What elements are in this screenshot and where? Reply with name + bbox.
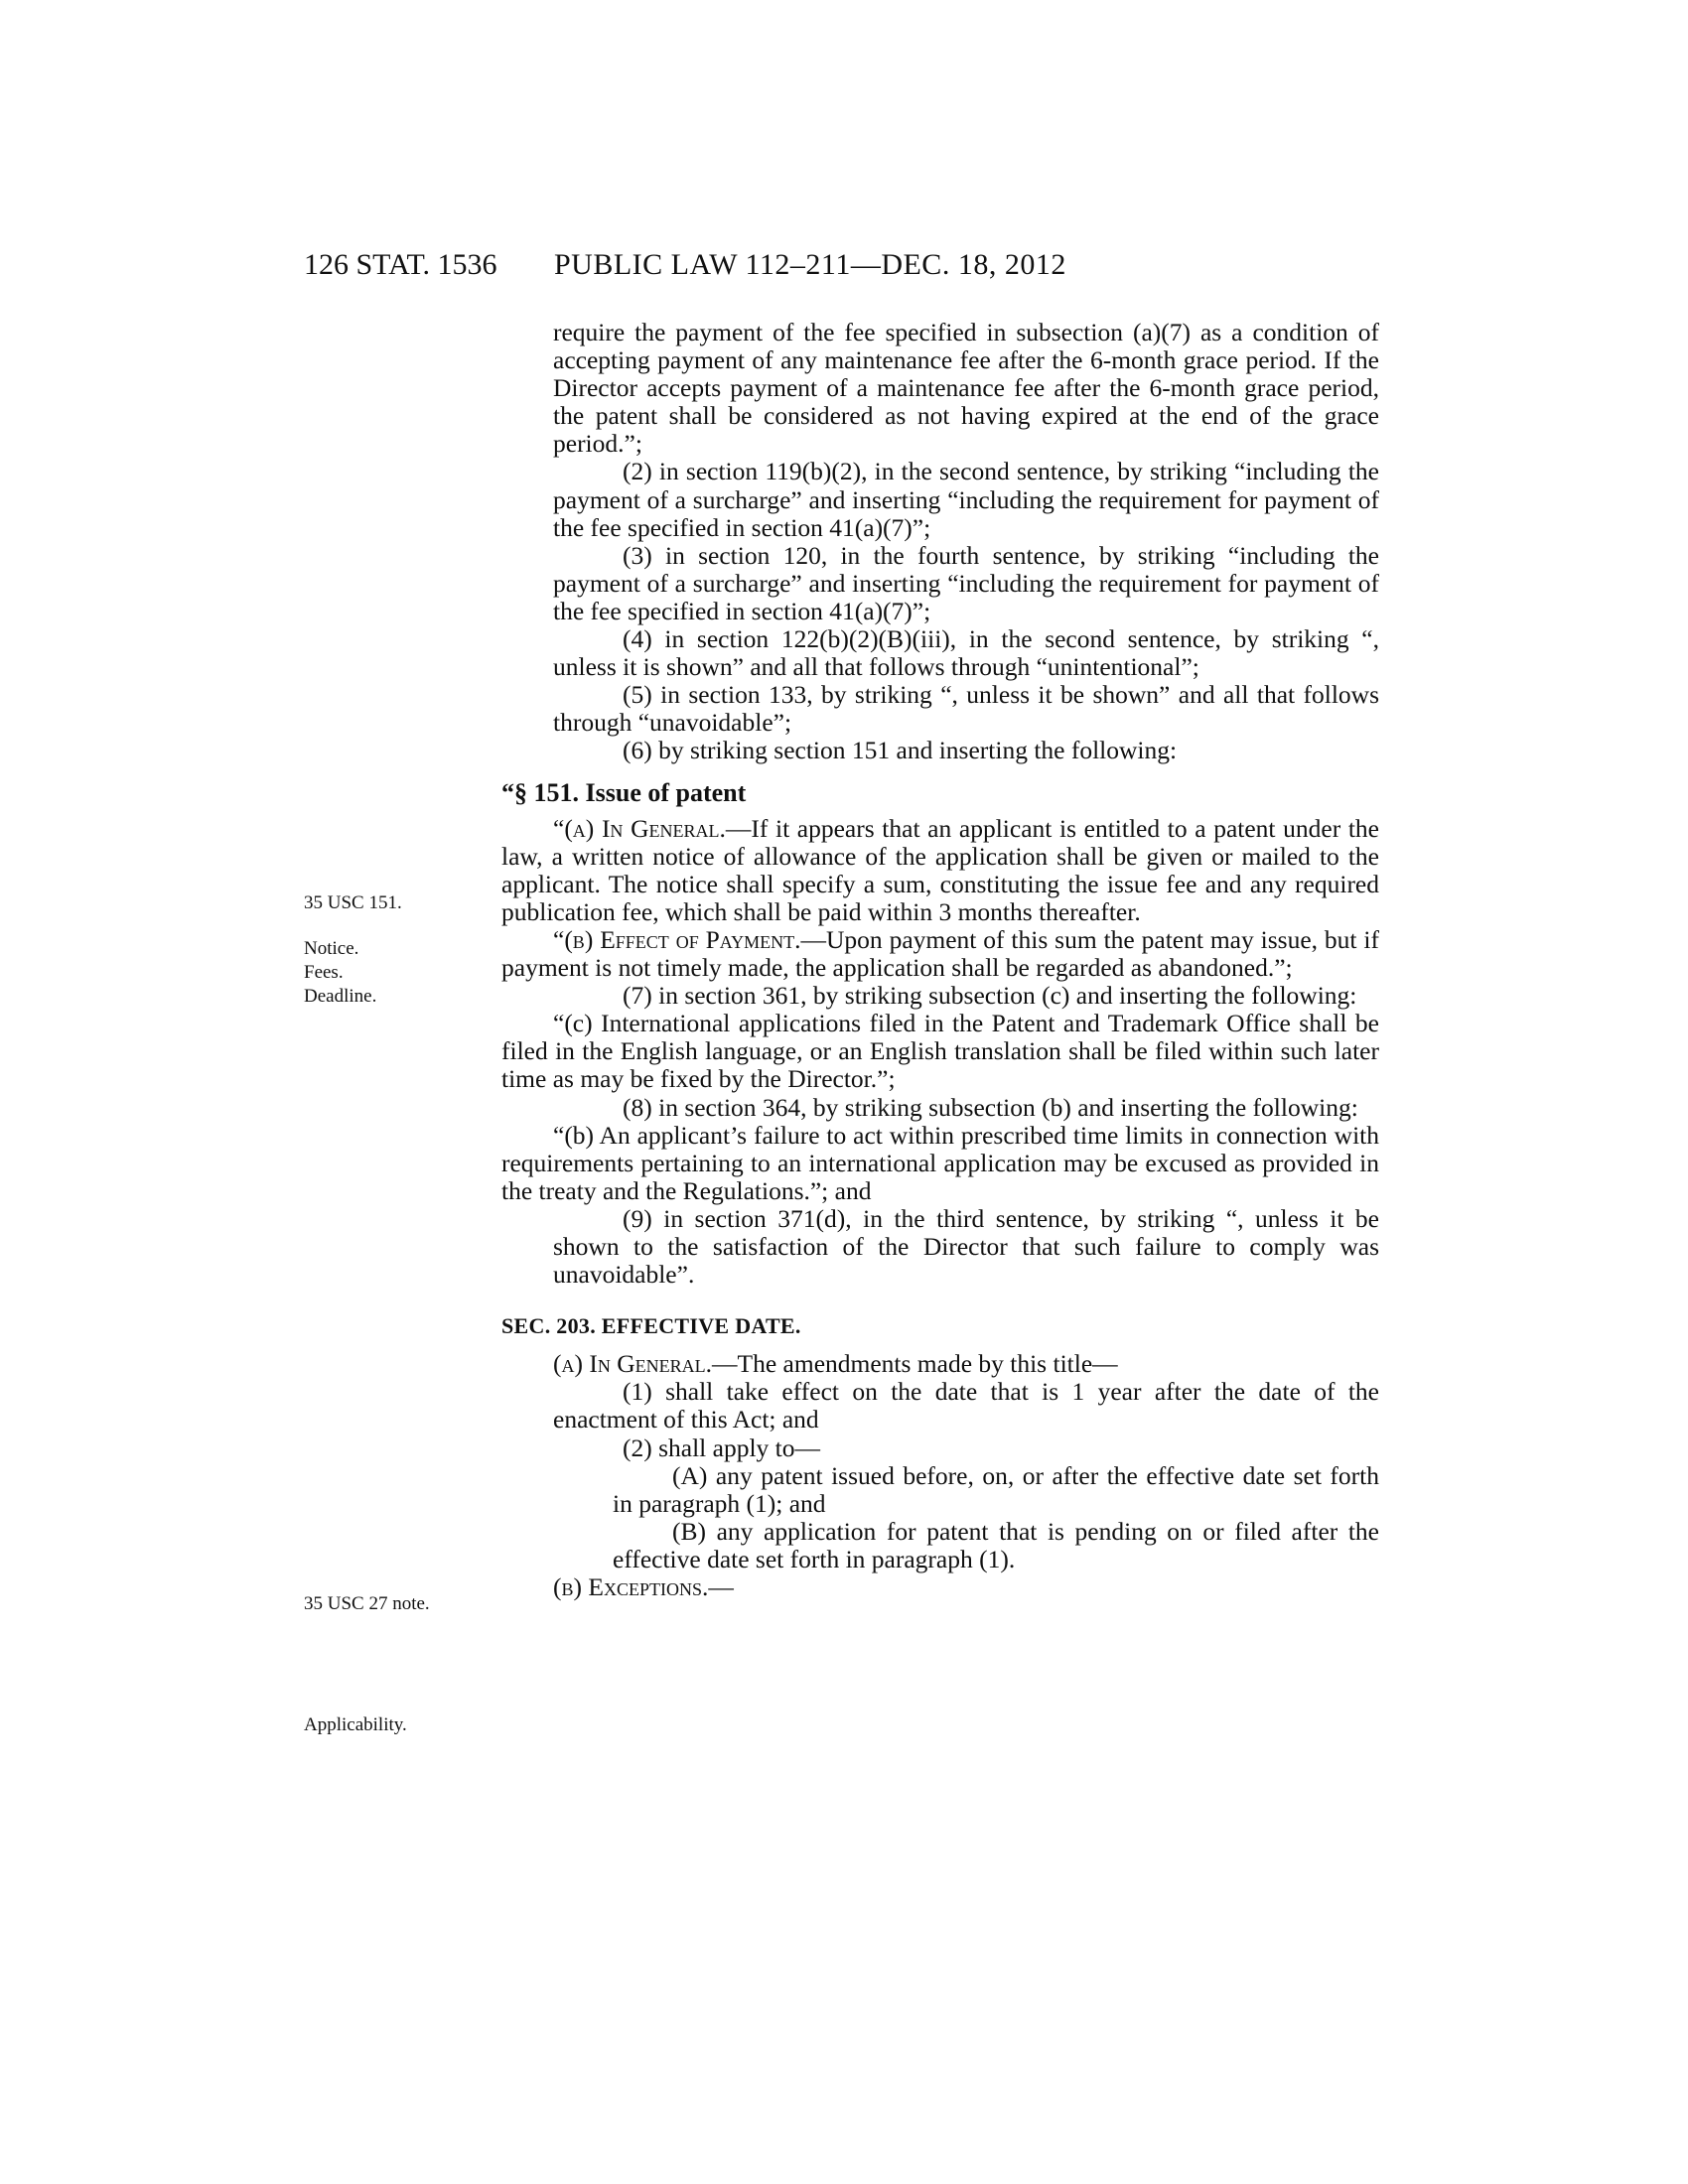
subsection-a [501, 815, 1379, 926]
section-203-b-text: — [708, 1572, 734, 1602]
paragraph-6: (6) by striking section 151 and inserting the following: [623, 736, 1178, 765]
margin-note-applicability: Applicability. [304, 1714, 407, 1735]
page-header [304, 248, 1227, 288]
section-203-a-label: (a) In General. [553, 1349, 713, 1379]
paragraph-2: (2) in section 119(b)(2), in the second sentence, by striking “including the payment of a surcharge” and inserting “including the requirement for payment of the fee specified in section 41(a)(7)”; [553, 457, 1379, 542]
margin-note-notice: Notice. [304, 938, 359, 959]
public-law-title: PUBLIC LAW 112–211—DEC. 18, 2012 [554, 248, 1066, 281]
paragraph-7: (7) in section 361, by striking subsection (c) and inserting the following: [623, 981, 1357, 1011]
margin-note-usc151: 35 USC 151. [304, 892, 402, 913]
section-203-heading: SEC. 203. EFFECTIVE DATE. [501, 1313, 801, 1339]
paragraph-7-quote: “(c) International applications filed in the Patent and Trademark Office shall be filed in the English language, or an English translation shall be filed within such later time as may be fixed by the Director.”; [501, 1009, 1379, 1094]
section-203-sub-A: (A) any patent issued before, on, or after the effective date set forth in paragraph (1); and [613, 1460, 1379, 1518]
stat-page-number: 126 STAT. 1536 [304, 248, 497, 281]
section-203-b-label: (b) Exceptions. [553, 1572, 709, 1602]
paragraph-continuation: require the payment of the fee specified in subsection (a)(7) as a condition of accepting payment of any maintenance fee after the 6-month grace period. If the Director accepts payment of a maintenance fee after the 6-month grace period, the patent shall be considered as not having expired at the end of the grace period.”; [553, 318, 1379, 459]
section-203-sub-B: (B) any application for patent that is pending on or filed after the effective date set forth in paragraph (1). [613, 1516, 1379, 1573]
section-151-heading: “§ 151. Issue of patent [501, 777, 747, 807]
subsection-b-label: “(b) Effect of Payment. [553, 924, 801, 954]
section-203-para-2: (2) shall apply to— [623, 1433, 821, 1462]
subsection-a-text: —If it appears that an applicant is entitled to a patent under the law, a written notice of allowance of the application shall be given or mailed to the applicant. The notice shall specify a sum, constituting the issue fee and any required publication fee, which shall be paid within 3 months thereafter. [501, 813, 1379, 926]
margin-note-deadline: Deadline. [304, 986, 377, 1007]
paragraph-3: (3) in section 120, in the fourth sentence, by striking “including the payment of a surcharge” and inserting “including the requirement for payment of the fee specified in section 41(a)(7)”; [553, 540, 1379, 625]
section-203-a [501, 1350, 1379, 1378]
section-203-b [501, 1573, 1379, 1601]
margin-note-fees: Fees. [304, 962, 344, 983]
paragraph-4: (4) in section 122(b)(2)(B)(iii), in the second sentence, by striking “, unless it is shown” and all that follows through “unintentional”; [553, 624, 1379, 682]
section-203-para-1: (1) shall take effect on the date that is 1 year after the date of the enactment of this Act; and [553, 1377, 1379, 1434]
subsection-b [501, 926, 1379, 982]
statute-body [501, 319, 1379, 1601]
margin-note-usc27: 35 USC 27 note. [304, 1593, 430, 1614]
section-203-a-text: —The amendments made by this title— [712, 1349, 1118, 1379]
paragraph-9: (9) in section 371(d), in the third sentence, by striking “, unless it be shown to the satisfaction of the Director that such failure to comply was unavoidable”. [553, 1203, 1379, 1290]
subsection-b-text: —Upon payment of this sum the patent may issue, but if payment is not timely made, the application shall be regarded as abandoned.”; [501, 924, 1379, 983]
paragraph-8: (8) in section 364, by striking subsection (b) and inserting the following: [623, 1092, 1358, 1122]
paragraph-8-quote: “(b) An applicant’s failure to act within prescribed time limits in connection with requirements pertaining to an international application may be excused as provided in the treaty and the Regulations.”; and [501, 1120, 1379, 1205]
paragraph-5: (5) in section 133, by striking “, unless it be shown” and all that follows through “unavoidable”; [553, 680, 1379, 738]
subsection-a-label: “(a) In General. [553, 813, 726, 843]
